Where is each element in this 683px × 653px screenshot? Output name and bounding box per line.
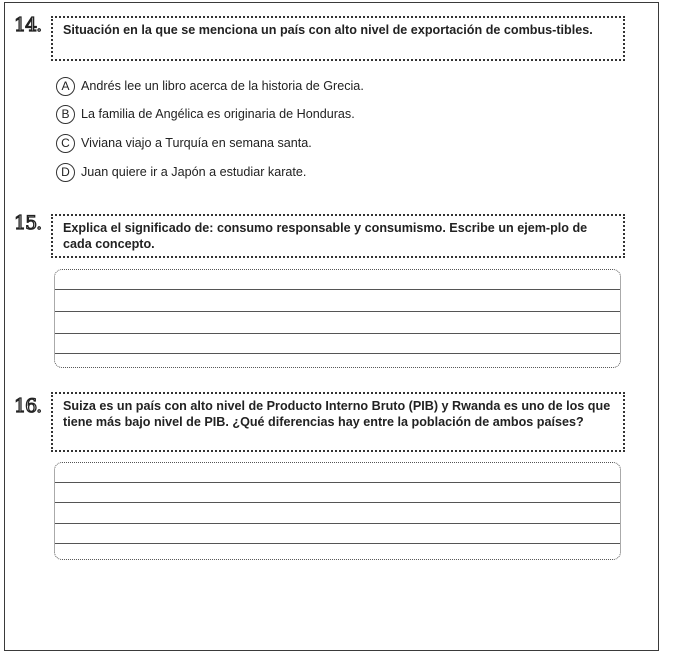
question-14-prompt: Situación en la que se menciona un país con alto nivel de exportación de combus-tibles. [63,23,593,37]
question-14-option-d[interactable] [56,162,306,182]
option-text-d: Juan quiere ir a Japón a estudiar karate. [81,165,307,179]
question-14-option-a[interactable] [56,76,364,96]
question-15-number: 15. [14,212,42,234]
question-14-prompt-box [51,16,625,61]
question-14-number: 14. [14,14,42,36]
answer-line [55,502,620,503]
question-15-answer-area[interactable] [54,269,621,368]
question-16-prompt: Suiza es un país con alto nivel de Producto Interno Bruto (PIB) y Rwanda es uno de los que tiene más bajo nivel de PIB. ¿Qué diferencias hay entre la población de ambos países? [63,399,611,429]
answer-line [55,482,620,483]
question-15-prompt-box [51,214,625,258]
question-14-option-b[interactable] [56,104,355,124]
question-16-answer-area[interactable] [54,462,621,560]
answer-line [55,543,620,544]
answer-line [55,311,620,312]
question-16-prompt-box [51,392,625,452]
answer-line [55,523,620,524]
option-letter-c[interactable]: C [56,134,75,153]
option-letter-d[interactable]: D [56,163,75,182]
option-letter-a[interactable]: A [56,77,75,96]
question-14-option-c[interactable] [56,133,312,153]
option-text-a: Andrés lee un libro acerca de la historia de Grecia. [81,79,364,93]
option-letter-b[interactable]: B [56,105,75,124]
question-16-number: 16. [14,395,42,417]
answer-line [55,333,620,334]
answer-line [55,353,620,354]
question-15-prompt: Explica el significado de: consumo responsable y consumismo. Escribe un ejem-plo de cada concepto. [63,221,588,251]
option-text-b: La familia de Angélica es originaria de Honduras. [81,107,355,121]
option-text-c: Viviana viajo a Turquía en semana santa. [81,136,312,150]
answer-line [55,289,620,290]
